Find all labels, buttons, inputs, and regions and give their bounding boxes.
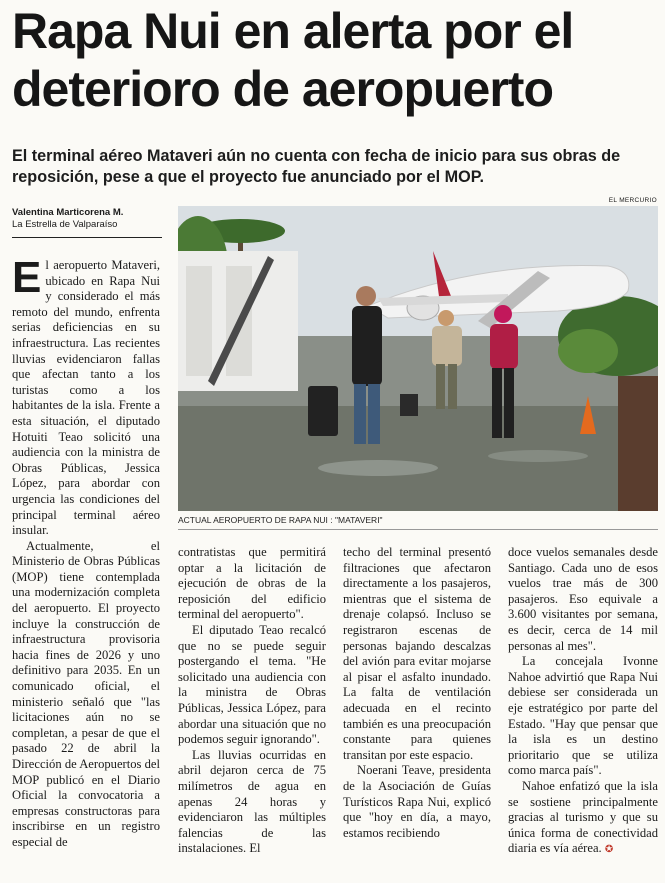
- headline: Rapa Nui en alerta por el deterioro de aeropuerto: [12, 3, 574, 117]
- deck-subtitle: El terminal aéreo Mataveri aún no cuenta con fecha de inicio para sus obras de reposición, pese a que el proyecto fue anunciado por el MOP.: [12, 147, 621, 186]
- outlet-name: La Estrella de Valparaíso: [12, 219, 118, 230]
- end-mark-icon: ✪: [604, 844, 614, 856]
- article-photo: [178, 206, 658, 511]
- col4-paragraph-3: Nahoe enfatizó que la isla se sostiene principalmente gracias al turismo y que su única forma de conectividad diaria es vía aérea.: [508, 778, 658, 856]
- col2-paragraph-3: Las lluvias ocurridas en abril dejaron cerca de 75 milímetros de agua en apenas 24 horas y evidenciaron las múltiples falencias de las instalaciones. El: [178, 747, 326, 856]
- article-column-4: [508, 545, 658, 858]
- col2-paragraph-1: contratistas que permitirá optar a la licitación de ejecución de obras de la reposición del edificio terminal del aeropuerto".: [178, 545, 326, 622]
- photo-illustration: [178, 206, 658, 511]
- article-column-3: [343, 545, 491, 841]
- photo-caption: ACTUAL AEROPUERTO DE RAPA NUI : "MATAVERI": [178, 515, 658, 530]
- col3-paragraph-2: Noerani Teave, presidenta de la Asociación de Guías Turísticos Rapa Nui, explicó que "hoy en día, a mayo, estamos recibiendo: [343, 763, 491, 840]
- article-column-1: [12, 253, 160, 851]
- article-column-2: [178, 545, 326, 857]
- col4-paragraph-1: doce vuelos semanales desde Santiago. Cada uno de esos vuelos trae más de 300 pasajeros. Eso equivale a 3.600 visitantes por semana, es decir, cerca de 14 mil personas al mes".: [508, 545, 658, 653]
- col2-paragraph-2: El diputado Teao recalcó que no se puede seguir postergando el tema. "He solicitado una audiencia con la ministra de Obras Públicas, Jessica López, para abordar una situación que no podemos seguir ignorando".: [178, 622, 326, 747]
- col3-paragraph-1: techo del terminal presentó filtraciones que afectaron directamente a los pasajeros, mientras que el sistema de drenaje colapsó. Incluso se registraron escenas de personas bajando descalzas del avión para evitar mojarse al pisar el asfalto inundado. La falta de ventilación adecuada en el recinto también es una preocupación constante para quienes transitan por este espacio.: [343, 545, 491, 762]
- drop-cap: E: [12, 253, 42, 302]
- col4-paragraph-2: La concejala Ivonne Nahoe advirtió que Rapa Nui debiese ser considerada un eje estratégico por parte del Estado. "Hay que pensar que la isla es un destino prioritario que se utiliza como marca país".: [508, 654, 658, 778]
- col1-paragraph-2: Actualmente, el Ministerio de Obras Públicas (MOP) tiene contemplada una modernización completa del aeropuerto. El proyecto incluye la construcción de infraestructura provisoria hacia fines de 2026 y uno definitivo para 2035. En un comunicado oficial, el ministerio señaló que "las licitaciones aún no se completan, a pesar de que el pasado 22 de abril la Dirección de Aeropuertos del MOP publicó en el Diario Oficial la convocatoria a empresas constructoras para inscribirse en un registro especial de: [12, 538, 160, 849]
- photo-credit: EL MERCURIO: [608, 197, 657, 204]
- col1-paragraph-1: l aeropuerto Mataveri, ubicado en Rapa Nui y considerado el más remoto del mundo, enfrenta serias deficiencias en su infraestructura. Las recientes lluvias evidenciaron fallas que afectan tanto a los turistas como a los habitantes de la isla. Frente a esta situación, el diputado Hotuiti Teao solicitó una audiencia con la ministra de Obras Públicas, Jessica López, para abordar con urgencia las condiciones del principal terminal aéreo insular.: [12, 258, 160, 538]
- author-name: Valentina Marticorena M.: [12, 207, 124, 218]
- byline: [12, 207, 162, 238]
